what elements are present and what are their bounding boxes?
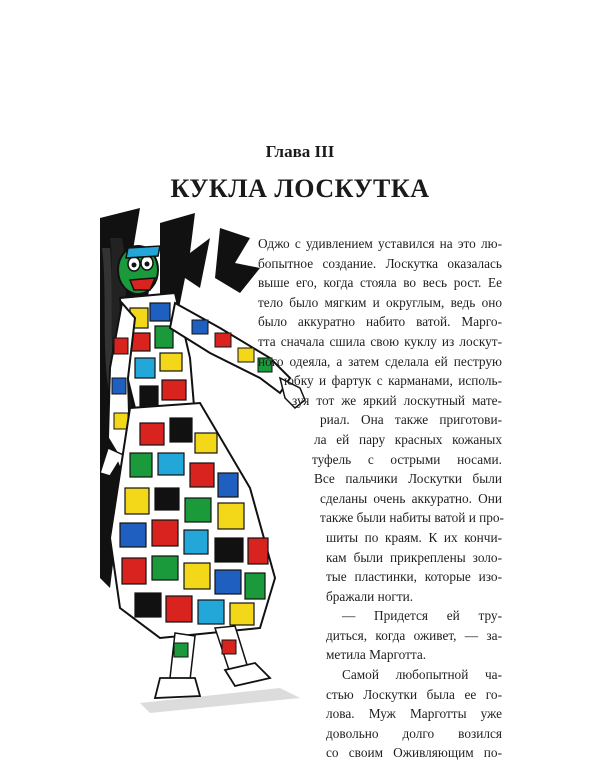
body-line: Самой любопытной ча- (342, 667, 502, 683)
body-line: со своим Оживляющим по- (326, 745, 502, 761)
body-line: тые пластинки, которые изо- (326, 569, 502, 585)
body-line: тта сначала сшила свою куклу из лоскут- (258, 333, 502, 349)
body-line: бопытное создание. Лоскутка оказалась (258, 255, 502, 271)
body-line: — Придется ей тру- (342, 608, 502, 624)
body-line: риал. Она также приготови- (320, 412, 502, 428)
body-line: диться, когда оживет, — за- (326, 627, 502, 643)
body-line: стью Лоскутки была ее го- (326, 686, 502, 702)
body-line: шиты по краям. К их кончи- (326, 529, 502, 545)
body-line: тело было мягким и округлым, ведь оно (258, 294, 502, 310)
body-line: было аккуратно набито ватой. Марго- (258, 314, 502, 330)
body-line: лова. Муж Марготты уже (326, 706, 502, 722)
chapter-label: Глава III (265, 142, 335, 161)
body-line: метила Марготта. (326, 647, 427, 663)
body-line: ла ей пару красных кожаных (314, 431, 502, 447)
body-line: бражали ногти. (326, 588, 414, 604)
body-text (250, 234, 504, 761)
chapter-title: КУКЛА ЛОСКУТКА (170, 174, 430, 203)
body-line: Все пальчики Лоскутки были (314, 471, 502, 487)
body-line: также были набиты ватой и про- (320, 510, 504, 526)
body-line: выше его, когда стояла во весь рост. Ее (258, 275, 502, 291)
body-line: юбку и фартук с карманами, исполь- (284, 373, 502, 389)
body-line: ного одеяла, а затем сделала ей пеструю (258, 353, 502, 369)
body-line: туфель с острыми носами. (312, 451, 502, 467)
body-line: кам были прикреплены золо- (326, 549, 502, 565)
body-line: зуя тот же яркий лоскутный мате- (292, 392, 502, 408)
body-line: сделаны очень аккуратно. Они (320, 490, 502, 506)
body-line: довольно долго возился (326, 725, 502, 741)
body-line: Оджо с удивлением уставился на это лю- (258, 236, 502, 251)
